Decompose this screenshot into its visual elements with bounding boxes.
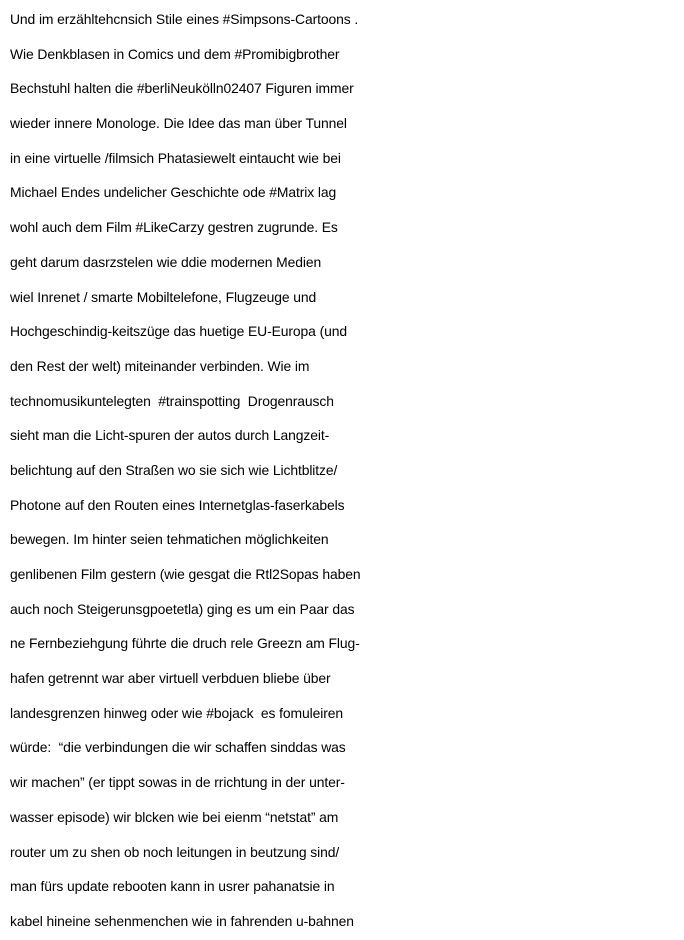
text-line: Und im erzähltehcnsich Stile eines #Simpsons-Cartoons .: [10, 11, 359, 27]
text-line: wiel Inrenet / smarte Mobiltelefone, Flugzeuge und: [10, 288, 317, 305]
text-line: sieht man die Licht-spuren der autos durch Langzeit-: [10, 427, 330, 444]
text-line: wasser episode) wir blcken wie bei eienm “netstat” am: [10, 808, 339, 825]
text-line: router um zu shen ob noch leitungen in beutzung sind/: [10, 843, 340, 860]
text-line: kabel hineine sehenmenchen wie in fahrenden u-bahnen: [10, 912, 354, 929]
text-line: belichtung auf den Straßen wo sie sich wie Lichtblitze/: [10, 461, 338, 478]
text-line: Hochgeschindig-keitszüge das huetige EU-Europa (und: [10, 323, 347, 340]
text-line: hafen getrennt war aber virtuell verbduen bliebe über: [10, 670, 331, 687]
text-line: geht darum dasrzstelen wie ddie modernen Medien: [10, 253, 322, 270]
text-line: Bechstuhl halten die #berliNeukölln02407 Figuren immer: [10, 80, 354, 97]
text-line: Wie Denkblasen in Comics und dem #Promibigbrother: [10, 45, 340, 62]
text-line: den Rest der welt) miteinander verbinden. Wie im: [10, 357, 310, 374]
body-text: [10, 2, 682, 939]
text-line: ne Fernbeziehgung führte die druch rele Greezn am Flug-: [10, 635, 360, 652]
text-line: wir machen” (er tippt sowas in de rrichtung in der unter-: [10, 774, 345, 791]
text-line: technomusikuntelegten #trainspotting Drogenrausch: [10, 392, 334, 409]
text-line: in eine virtuelle /filmsich Phatasiewelt eintaucht wie bei: [10, 149, 341, 166]
text-line: wieder innere Monologe. Die Idee das man über Tunnel: [10, 115, 347, 132]
text-line: Michael Endes undelicher Geschichte ode #Matrix lag: [10, 184, 337, 201]
text-line: man fürs update rebooten kann in usrer pahanatsie in: [10, 878, 335, 895]
text-line: wohl auch dem Film #LikeCarzy gestren zugrunde. Es: [10, 219, 338, 236]
text-line: bewegen. Im hinter seien tehmatichen möglichkeiten: [10, 531, 329, 548]
text-line: genlibenen Film gestern (wie gesgat die Rtl2Sopas haben: [10, 566, 361, 582]
text-line: auch noch Steigerunsgpoetetla) ging es um ein Paar das: [10, 600, 355, 617]
text-line: landesgrenzen hinweg oder wie #bojack es fomuleiren: [10, 704, 344, 721]
text-line: würde: “die verbindungen die wir schaffen sinddas was: [10, 739, 346, 756]
text-line: Photone auf den Routen eines Internetglas-faserkabels: [10, 496, 345, 513]
